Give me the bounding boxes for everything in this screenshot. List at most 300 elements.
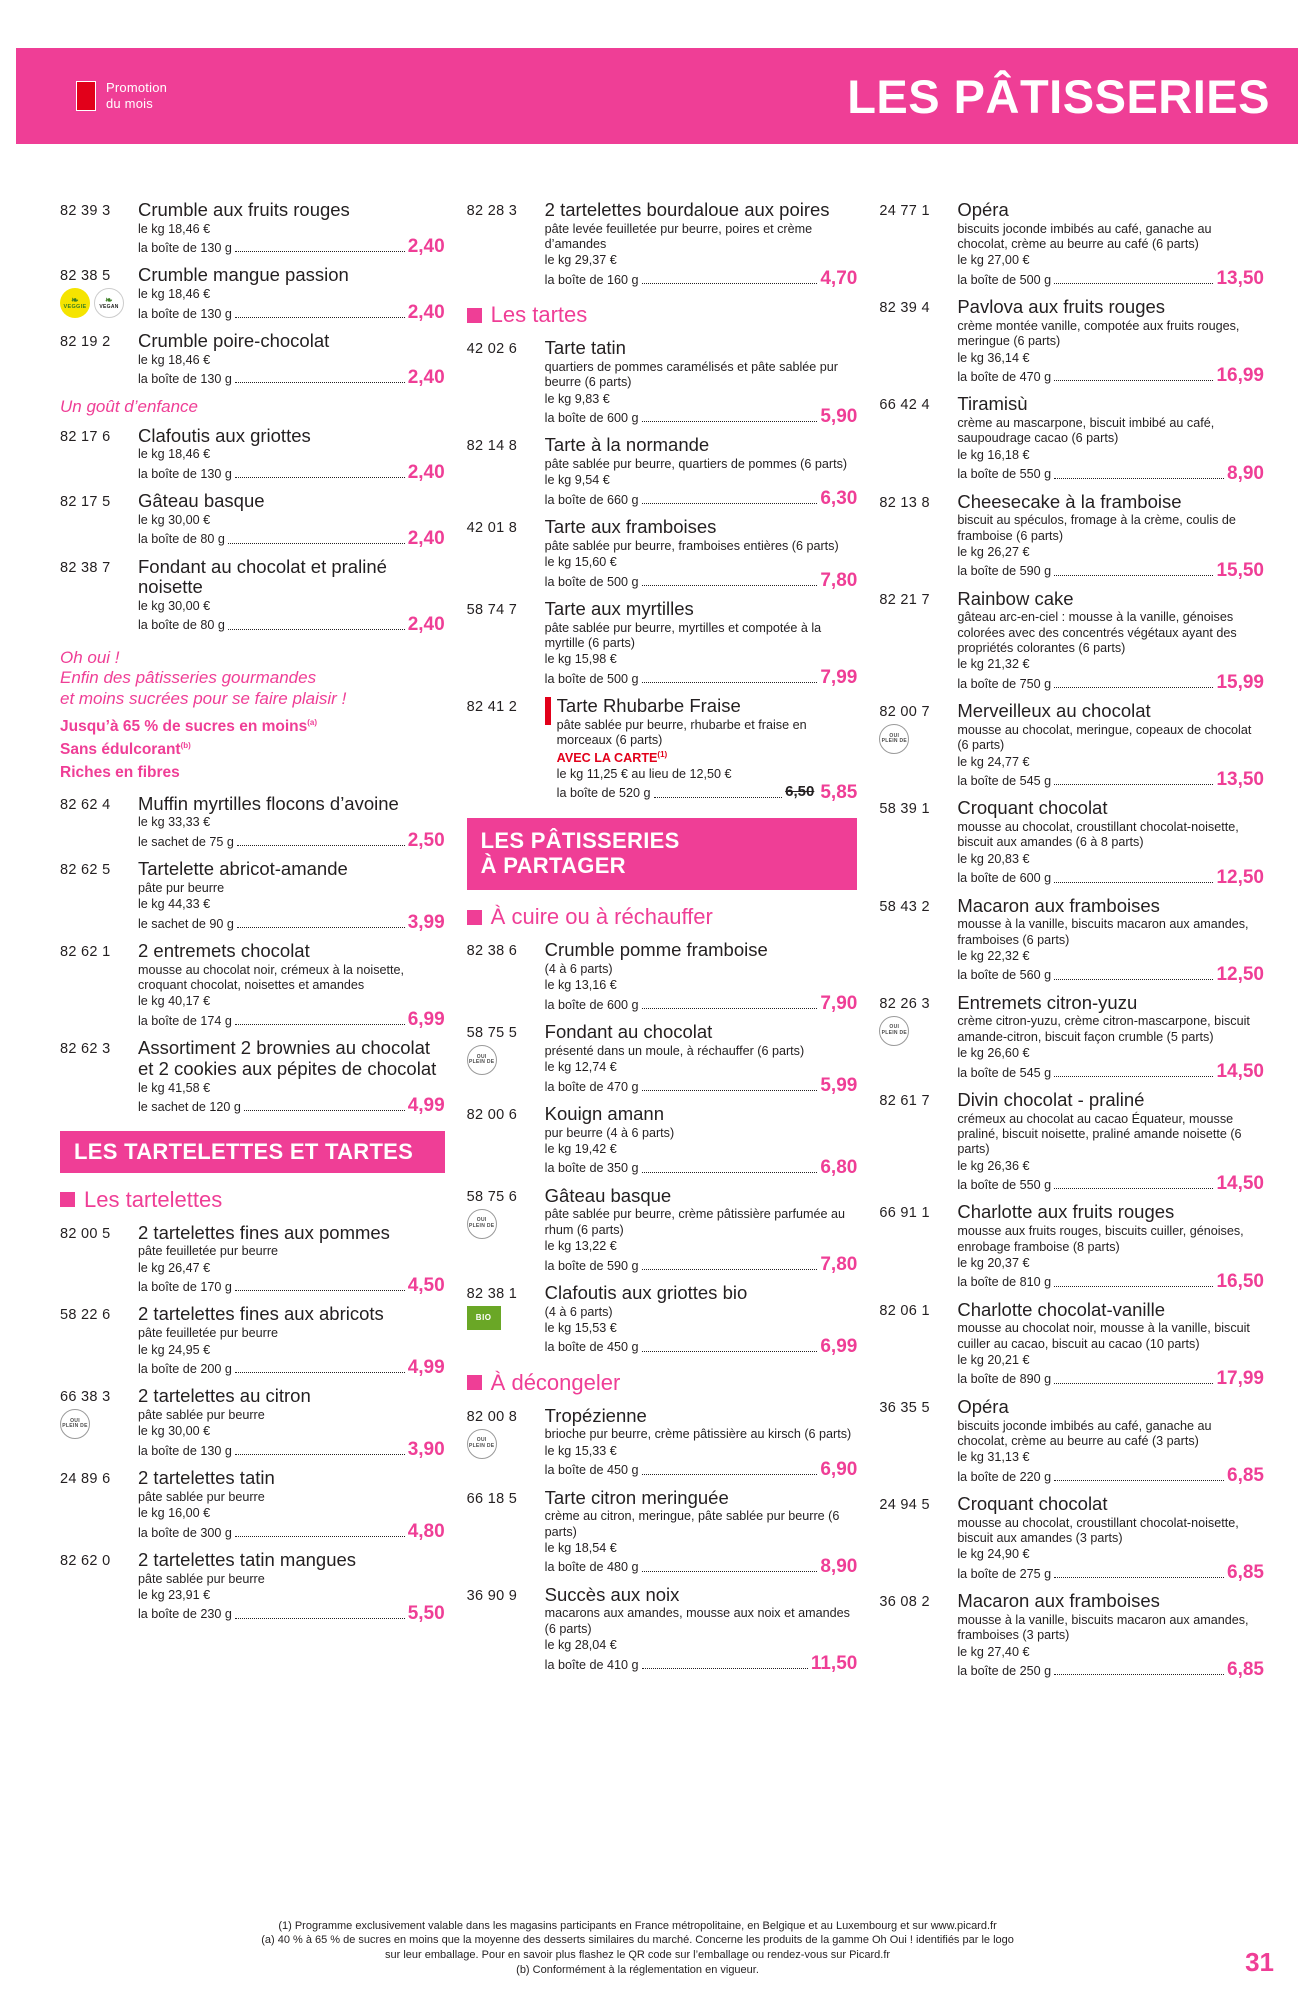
claim-sucres-sup: (a) <box>307 717 318 727</box>
column-1 <box>60 200 445 1632</box>
product-name: Opéra <box>957 199 1009 220</box>
product-item[interactable] <box>60 1038 445 1115</box>
product-price-line <box>545 1076 858 1095</box>
footnote-2: (a) 40 % à 65 % de sucres en moins que la moyenne des desserts similaires du marché. Concerne les produits de la gamme Oh Oui ! identifiés par le logo <box>261 1934 1014 1947</box>
product-ref: 82 17 6 <box>60 428 111 445</box>
product-price-line <box>545 1337 858 1356</box>
product-kg-price: le kg 9,54 € <box>544 473 610 488</box>
product-item[interactable] <box>879 492 1264 580</box>
product-price-line <box>138 913 445 932</box>
product-unit: la boîte de 500 g <box>544 671 639 686</box>
product-price-line <box>545 1158 858 1177</box>
product-price-line <box>138 463 445 482</box>
product-desc: pur beurre (4 à 6 parts) <box>544 1125 675 1140</box>
product-price: 3,99 <box>407 912 445 934</box>
product-kg-price: le kg 13,16 € <box>544 978 617 993</box>
product-desc: pâte sablée pur beurre, framboises entières (6 parts) <box>544 538 839 553</box>
product-name: Tarte Rhubarbe Fraise <box>556 695 741 717</box>
product-kg-price: le kg 36,14 € <box>957 350 1030 365</box>
dot-leader <box>642 1668 808 1669</box>
product-unit: la boîte de 230 g <box>138 1607 232 1622</box>
product-kg-price: le kg 18,46 € <box>138 287 211 302</box>
product-kg-price: le kg 40,17 € <box>138 994 211 1009</box>
product-price-line <box>545 1460 858 1479</box>
product-name: Tartelette abricot-amande <box>138 858 348 880</box>
product-item[interactable] <box>60 794 445 850</box>
product-price: 4,99 <box>407 1357 445 1379</box>
product-unit: la boîte de 500 g <box>544 574 639 589</box>
product-item[interactable] <box>467 338 858 426</box>
product-kg-price: le kg 44,33 € <box>138 897 211 912</box>
product-ref: 36 90 9 <box>466 1587 518 1604</box>
product-unit: la boîte de 130 g <box>138 241 232 256</box>
product-item[interactable] <box>467 1283 858 1356</box>
product-unit: la boîte de 200 g <box>138 1361 232 1376</box>
subsection-title: À décongeler <box>490 1369 621 1395</box>
product-item[interactable] <box>60 1223 445 1296</box>
product-price-line <box>557 782 858 802</box>
dot-leader <box>228 629 405 630</box>
dot-leader <box>235 317 405 318</box>
product-kg-price: le kg 12,74 € <box>544 1060 617 1075</box>
veggie-icon <box>60 288 90 318</box>
product-price-line <box>138 1522 445 1541</box>
product-kg-price: le kg 31,13 € <box>957 1450 1030 1465</box>
dot-leader <box>642 1269 818 1270</box>
section-band-tartelettes: LES TARTELETTES ET TARTES <box>60 1131 445 1172</box>
product-item[interactable] <box>467 1104 858 1177</box>
product-item[interactable] <box>60 1550 445 1623</box>
product-price-line <box>138 1440 445 1459</box>
product-ref-text: 82 00 7 <box>879 704 930 721</box>
dot-leader <box>1054 283 1213 284</box>
promo-red-bar-icon <box>545 697 551 725</box>
oh-oui-line2: PLEIN DE <box>881 1029 908 1036</box>
product-kg-price: le kg 11,25 € au lieu de 12,50 € <box>556 766 732 781</box>
product-price: 13,50 <box>1216 268 1264 290</box>
product-kg-price: le kg 15,60 € <box>544 555 617 570</box>
product-item[interactable] <box>879 1300 1264 1388</box>
diet-badges <box>467 1306 545 1330</box>
product-name: Pavlova aux fruits rouges <box>957 296 1166 318</box>
product-name: Cheesecake à la framboise <box>957 490 1182 512</box>
product-kg-price: le kg 21,32 € <box>957 657 1030 672</box>
promotion-label <box>106 80 167 113</box>
product-price-line <box>545 489 858 508</box>
dot-leader <box>1054 1480 1224 1481</box>
ohoui-note <box>60 648 445 709</box>
product-ref: 82 06 1 <box>879 1302 930 1319</box>
product-kg-price: le kg 20,83 € <box>957 851 1030 866</box>
carte-label <box>557 750 858 767</box>
product-name: Divin chocolat - praliné <box>957 1088 1145 1110</box>
oh-oui-line1: OUI <box>889 1024 900 1031</box>
product-price: 5,99 <box>820 1074 858 1096</box>
product-item[interactable] <box>879 701 1264 789</box>
product-price-line <box>545 1654 858 1673</box>
product-price: 6,80 <box>820 1156 858 1178</box>
product-item[interactable] <box>467 200 858 288</box>
product-desc: pâte sablée pur beurre, quartiers de pommes (6 parts) <box>544 457 848 472</box>
dot-leader <box>235 1290 405 1291</box>
product-price: 4,50 <box>407 1275 445 1297</box>
product-price-line <box>957 464 1264 483</box>
product-desc: pâte pur beurre <box>138 880 225 895</box>
product-item[interactable] <box>879 200 1264 288</box>
column-2 <box>467 200 858 1682</box>
product-kg-price: le kg 15,98 € <box>544 652 617 667</box>
oh-oui-line2: PLEIN DE <box>881 738 908 745</box>
product-item[interactable] <box>879 394 1264 482</box>
product-ref: 82 13 8 <box>879 494 930 511</box>
product-price: 4,80 <box>407 1520 445 1542</box>
product-kg-price: le kg 15,53 € <box>544 1321 617 1336</box>
product-price: 6,99 <box>820 1335 858 1357</box>
product-unit: la boîte de 560 g <box>957 968 1052 983</box>
product-name: Crumble mangue passion <box>138 264 349 286</box>
product-name: Tarte aux framboises <box>544 516 717 538</box>
oh-oui-icon <box>467 1045 497 1075</box>
columns-container <box>60 200 1264 1688</box>
dot-leader <box>235 251 405 252</box>
product-kg-price: le kg 20,21 € <box>957 1353 1030 1368</box>
page-header <box>16 48 1298 144</box>
product-price-line <box>957 1369 1264 1388</box>
product-unit: la boîte de 450 g <box>544 1340 639 1355</box>
product-item[interactable] <box>467 599 858 687</box>
oh-oui-line1: OUI <box>476 1437 487 1444</box>
product-ref: 82 62 3 <box>60 1041 111 1058</box>
product-desc: présenté dans un moule, à réchauffer (6 parts) <box>544 1043 805 1058</box>
section-band-partager <box>467 818 858 891</box>
product-unit: la boîte de 890 g <box>957 1372 1052 1387</box>
square-bullet-icon <box>60 1192 75 1207</box>
product-desc: pâte levée feuilletée pur beurre, poires et crème d’amandes <box>544 221 813 252</box>
dot-leader <box>235 477 405 478</box>
product-name: Tarte aux myrtilles <box>544 597 694 619</box>
product-unit: la boîte de 130 g <box>138 372 232 386</box>
product-kg-price: le kg 30,00 € <box>138 512 211 527</box>
product-item[interactable] <box>60 265 445 321</box>
subsection-a-cuire <box>467 904 858 930</box>
product-name: Croquant chocolat <box>957 1492 1108 1514</box>
product-name: Tarte à la normande <box>544 434 710 456</box>
product-price-line <box>138 529 445 548</box>
oh-oui-icon <box>879 724 909 754</box>
veggie-label: VEGGIE <box>63 304 87 311</box>
product-kg-price: le kg 33,33 € <box>138 815 211 830</box>
product-unit: la boîte de 660 g <box>544 492 639 507</box>
product-kg-price: le kg 20,37 € <box>957 1255 1030 1270</box>
product-ref: 82 17 5 <box>60 494 111 511</box>
product-unit: la boîte de 80 g <box>138 618 225 633</box>
ohoui-line3: et moins sucrées pour se faire plaisir ! <box>60 688 347 708</box>
product-unit: la boîte de 450 g <box>544 1463 639 1478</box>
product-unit: la boîte de 130 g <box>138 306 232 321</box>
product-unit: la boîte de 80 g <box>138 532 225 547</box>
product-price: 2,40 <box>407 367 445 389</box>
product-name: 2 tartelettes fines aux pommes <box>138 1221 390 1243</box>
product-price: 7,80 <box>820 1253 858 1275</box>
product-ref <box>467 1022 545 1095</box>
product-name: Clafoutis aux griottes bio <box>544 1281 748 1303</box>
product-ref: 82 62 0 <box>60 1552 111 1569</box>
product-unit: la boîte de 500 g <box>957 272 1052 287</box>
product-desc: biscuits joconde imbibés au café, ganache au chocolat, crème au beurre au café (3 parts) <box>957 1418 1212 1448</box>
ohoui-line1: Oh oui ! <box>60 647 120 667</box>
product-kg-price: le kg 15,33 € <box>544 1443 617 1458</box>
product-item[interactable] <box>60 331 445 387</box>
product-price-line <box>957 1062 1264 1081</box>
product-ref <box>879 993 957 1081</box>
product-item[interactable] <box>879 1494 1264 1582</box>
product-item[interactable] <box>467 1585 858 1673</box>
section-note-enfance: Un goût d’enfance <box>60 397 198 417</box>
product-ref: 66 18 5 <box>466 1490 518 1507</box>
product-ref: 82 00 5 <box>60 1225 111 1242</box>
oh-oui-line1: OUI <box>476 1217 487 1224</box>
product-ref: 82 19 2 <box>60 333 111 350</box>
dot-leader <box>1054 687 1213 688</box>
product-ref: 58 43 2 <box>879 898 930 915</box>
product-old-price: 6,50 <box>785 783 815 801</box>
product-item[interactable] <box>879 1090 1264 1194</box>
product-price-line <box>957 1466 1264 1485</box>
product-kg-price: le kg 19,42 € <box>544 1142 617 1157</box>
dot-leader <box>642 503 818 504</box>
product-kg-price: le kg 18,46 € <box>138 221 211 236</box>
product-name: Crumble poire-chocolat <box>138 329 330 351</box>
dot-leader <box>237 845 405 846</box>
diet-badges <box>60 1409 138 1439</box>
product-name: Kouign amann <box>544 1102 664 1124</box>
product-name: 2 tartelettes tatin mangues <box>138 1548 357 1570</box>
product-price-line <box>138 1276 445 1295</box>
product-item[interactable] <box>60 1386 445 1459</box>
product-ref: 82 41 2 <box>466 699 518 716</box>
diet-badges <box>879 1016 957 1046</box>
product-ref: 36 08 2 <box>879 1594 930 1611</box>
square-bullet-icon <box>467 1375 482 1390</box>
product-name: Tarte tatin <box>544 337 626 359</box>
dot-leader <box>1054 1674 1224 1675</box>
oh-oui-line2: PLEIN DE <box>468 1059 495 1066</box>
footnote-4: (b) Conformément à la réglementation en vigueur. <box>516 1964 759 1977</box>
dot-leader <box>1054 1076 1213 1077</box>
product-kg-price: le kg 23,91 € <box>138 1588 211 1602</box>
product-unit: la boîte de 410 g <box>544 1657 639 1672</box>
product-desc: biscuits joconde imbibés au café, ganache au chocolat, crème au beurre au café (6 parts) <box>957 221 1212 252</box>
product-ref: 82 00 6 <box>466 1106 518 1123</box>
dot-leader <box>235 1454 405 1455</box>
leaf-glyph: ❧ <box>71 295 79 306</box>
product-name: Tropézienne <box>544 1404 647 1426</box>
product-desc: crème montée vanille, compotée aux fruits rouges, meringue (6 parts) <box>957 318 1240 349</box>
product-ref: 82 39 4 <box>879 300 930 317</box>
product-item[interactable] <box>60 1304 445 1377</box>
product-desc: mousse au chocolat noir, crémeux à la noisette, croquant chocolat, noisettes et amandes <box>138 962 405 993</box>
product-ref: 24 94 5 <box>879 1496 930 1513</box>
promotion-line1: Promotion <box>106 79 168 95</box>
product-item[interactable] <box>879 297 1264 385</box>
product-name: Opéra <box>957 1395 1009 1417</box>
product-ref: 36 35 5 <box>879 1399 930 1416</box>
dot-leader <box>642 1090 818 1091</box>
product-unit: la boîte de 600 g <box>544 410 639 425</box>
product-desc: crème au citron, meringue, pâte sablée pur beurre (6 parts) <box>544 1509 840 1539</box>
product-item[interactable] <box>879 589 1264 693</box>
product-item[interactable] <box>60 859 445 932</box>
product-item[interactable] <box>879 1591 1264 1679</box>
product-price: 5,85 <box>820 781 858 803</box>
product-ref-text: 82 26 3 <box>879 995 930 1012</box>
product-unit: le sachet de 120 g <box>138 1100 241 1115</box>
product-ref: 66 42 4 <box>879 397 930 414</box>
product-ref-text: 82 38 1 <box>466 1285 518 1302</box>
dot-leader <box>642 1351 818 1352</box>
diet-badges <box>467 1209 545 1239</box>
product-price-line <box>957 1272 1264 1291</box>
product-item[interactable] <box>60 491 445 547</box>
product-price: 8,90 <box>820 1555 858 1577</box>
product-desc: mousse aux fruits rouges, biscuits cuiller, génoises, enrobage framboise (8 parts) <box>957 1224 1244 1254</box>
product-ref: 82 62 1 <box>60 944 111 961</box>
subsection-a-decongeler <box>467 1370 858 1396</box>
product-item[interactable] <box>467 1022 858 1095</box>
product-name: Rainbow cake <box>957 587 1074 609</box>
product-item[interactable] <box>60 1468 445 1541</box>
product-price: 17,99 <box>1216 1367 1264 1389</box>
product-item[interactable] <box>467 1488 858 1576</box>
product-kg-price: le kg 41,58 € <box>138 1080 211 1095</box>
subsection-tartes <box>467 302 858 328</box>
product-price-line <box>138 1358 445 1377</box>
product-item[interactable] <box>467 1186 858 1274</box>
dot-leader <box>235 1536 405 1537</box>
claim-edulcorant <box>60 740 445 761</box>
product-ref: 58 74 7 <box>466 601 518 618</box>
product-price-line <box>957 965 1264 984</box>
product-price-line <box>957 1174 1264 1193</box>
product-ref: 66 91 1 <box>879 1205 930 1222</box>
product-name: Tarte citron meringuée <box>544 1486 729 1508</box>
product-desc: mousse à la vanille, biscuits macaron aux amandes, framboises (6 parts) <box>957 917 1249 947</box>
product-ref: 82 38 7 <box>60 559 111 576</box>
product-name: Crumble aux fruits rouges <box>138 199 350 220</box>
carte-text: AVEC LA CARTE <box>556 750 658 765</box>
product-price: 16,99 <box>1216 365 1264 387</box>
product-kg-price: le kg 13,22 € <box>544 1239 617 1254</box>
product-unit: la boîte de 520 g <box>556 786 651 801</box>
product-item[interactable] <box>879 1202 1264 1290</box>
oh-oui-icon <box>879 1016 909 1046</box>
product-item[interactable] <box>467 1406 858 1479</box>
product-item[interactable] <box>879 896 1264 984</box>
product-name: Fondant au chocolat <box>544 1021 713 1043</box>
leaf-glyph: ❧ <box>105 295 113 306</box>
product-item[interactable] <box>467 940 858 1013</box>
carte-sup: (1) <box>657 749 668 759</box>
product-ref <box>879 701 957 789</box>
product-name: Charlotte chocolat-vanille <box>957 1298 1166 1320</box>
product-desc: pâte feuilletée pur beurre <box>138 1244 279 1259</box>
dot-leader <box>642 421 818 422</box>
product-desc: mousse au chocolat, croustillant chocolat-noisette, biscuit aux amandes (6 à 8 parts) <box>957 820 1239 850</box>
product-item[interactable] <box>467 517 858 590</box>
dot-leader <box>1054 1383 1213 1384</box>
dot-leader <box>642 1474 818 1475</box>
product-kg-price: le kg 29,37 € <box>544 253 617 268</box>
product-unit: la boîte de 550 g <box>957 1178 1052 1193</box>
product-price: 5,50 <box>407 1602 445 1624</box>
product-kg-price: le kg 24,77 € <box>957 754 1030 769</box>
product-kg-price: le kg 24,95 € <box>138 1342 211 1357</box>
dot-leader <box>642 585 818 586</box>
product-kg-price: le kg 26,60 € <box>957 1046 1030 1061</box>
product-unit: la boîte de 810 g <box>957 1275 1052 1290</box>
page-footer <box>60 1919 1274 1978</box>
product-price-line <box>545 1557 858 1576</box>
product-ref-text: 82 00 8 <box>466 1408 518 1425</box>
product-desc: mousse au chocolat, meringue, copeaux de chocolat (6 parts) <box>957 722 1252 753</box>
bio-icon <box>467 1306 501 1330</box>
product-desc: brioche pur beurre, crème pâtissière au kirsch (6 parts) <box>544 1427 852 1442</box>
product-item[interactable] <box>60 200 445 256</box>
product-ref: 42 01 8 <box>466 520 518 537</box>
page-number: 31 <box>1245 1947 1274 1977</box>
product-kg-price: le kg 27,40 € <box>957 1644 1030 1659</box>
product-desc: crémeux au chocolat au cacao Équateur, mousse praliné, biscuit noisette, praliné amande noisette (6 parts) <box>957 1111 1242 1157</box>
product-price-line <box>545 994 858 1013</box>
product-item[interactable] <box>879 993 1264 1081</box>
product-item[interactable] <box>60 426 445 482</box>
product-item[interactable] <box>60 941 445 1029</box>
dot-leader <box>228 543 405 544</box>
product-price-line <box>957 770 1264 789</box>
product-unit: la boîte de 275 g <box>957 1566 1052 1581</box>
product-item[interactable] <box>467 435 858 508</box>
product-item[interactable] <box>60 557 445 634</box>
product-ref: 82 62 5 <box>60 862 111 879</box>
dot-leader <box>1054 1577 1224 1578</box>
dot-leader <box>642 1172 818 1173</box>
page-title: LES PÂTISSERIES <box>847 69 1270 123</box>
promo-product-item[interactable] <box>467 696 858 802</box>
oh-oui-line2: PLEIN DE <box>62 1423 88 1430</box>
promotion-square-icon <box>76 81 96 111</box>
product-desc: (4 à 6 parts) <box>544 962 613 977</box>
product-unit: la boîte de 750 g <box>957 676 1052 691</box>
product-name: Clafoutis aux griottes <box>138 424 311 446</box>
product-price: 3,90 <box>407 1439 445 1461</box>
product-price: 6,85 <box>1227 1464 1264 1486</box>
product-ref <box>467 1406 545 1479</box>
product-item[interactable] <box>879 1397 1264 1485</box>
product-item[interactable] <box>879 798 1264 886</box>
product-price-line <box>138 1604 445 1623</box>
product-desc: mousse au chocolat, croustillant chocolat-noisette, biscuit aux amandes (3 parts) <box>957 1515 1239 1546</box>
product-ref: 42 02 6 <box>466 341 518 358</box>
product-price: 4,70 <box>820 268 858 290</box>
claim-sucres <box>60 717 445 738</box>
product-price: 16,50 <box>1216 1270 1264 1292</box>
product-unit: la boîte de 470 g <box>957 369 1052 384</box>
diet-badges <box>60 288 138 318</box>
product-name: 2 tartelettes bourdaloue aux poires <box>544 199 830 220</box>
product-name: Tiramisù <box>957 393 1028 415</box>
product-unit: la boîte de 130 g <box>138 1443 232 1458</box>
product-ref <box>467 1186 545 1274</box>
